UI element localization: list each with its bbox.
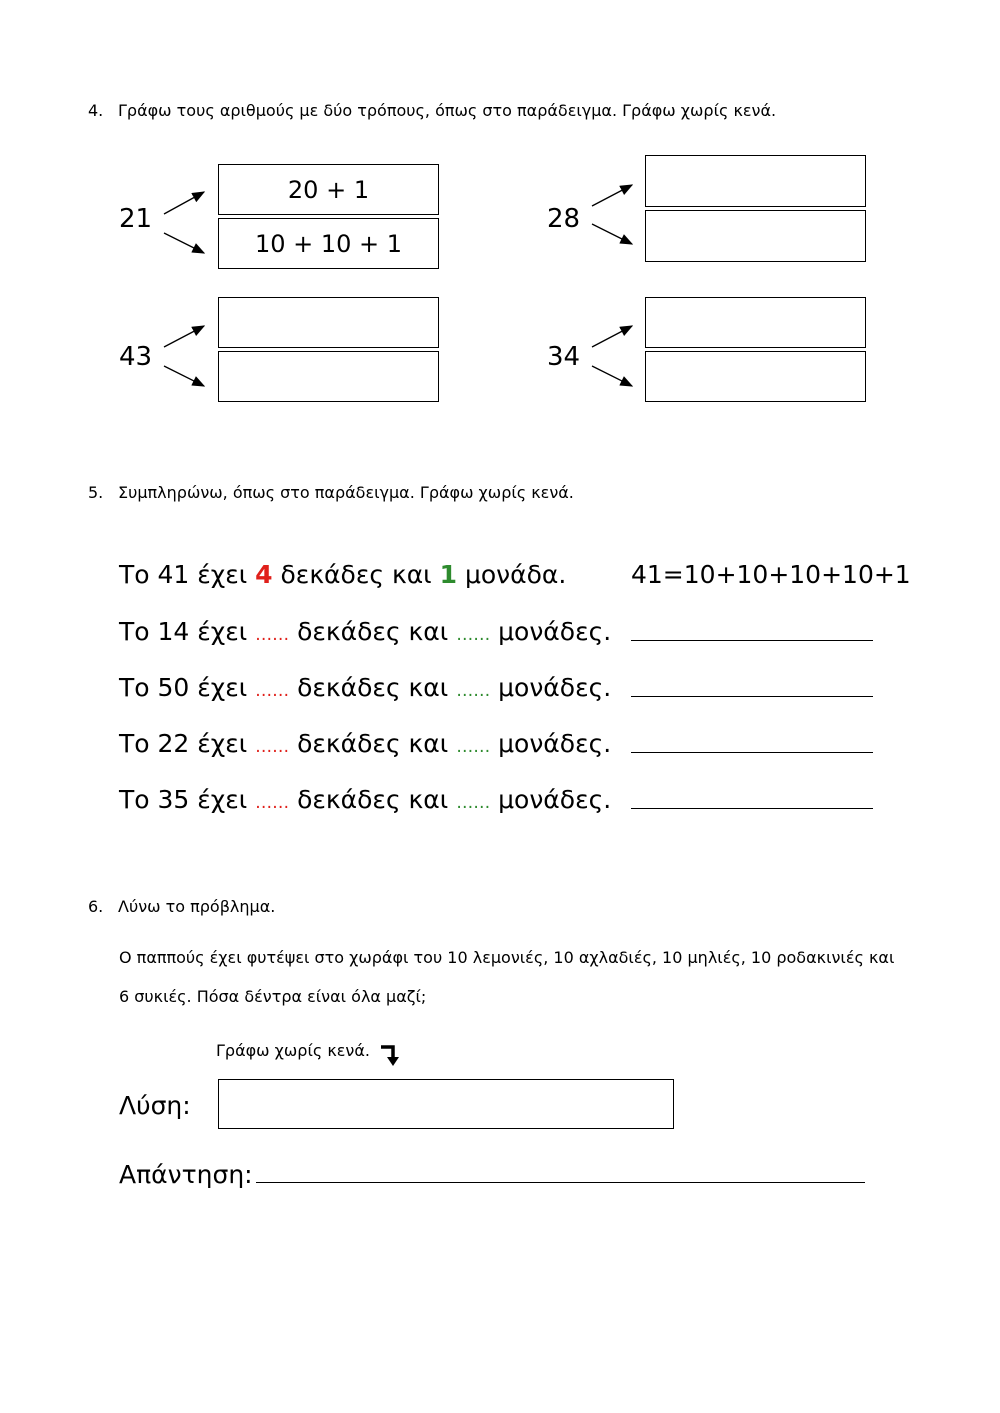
- q5-row-prefix: Το 22 έχει: [119, 729, 248, 758]
- q5-example-middle: δεκάδες και: [280, 560, 432, 589]
- q5-row-units-blank[interactable]: ……: [456, 681, 491, 701]
- q5-row: [119, 617, 611, 646]
- q5-example-units: 1: [439, 560, 457, 589]
- q5-row: [119, 729, 611, 758]
- q6-title-text: Λύνω το πρόβλημα.: [118, 897, 276, 916]
- q5-row-tens-blank[interactable]: ……: [255, 793, 290, 813]
- q4-box-43-bottom[interactable]: [218, 351, 439, 402]
- q5-row-answer-line[interactable]: [631, 808, 873, 809]
- q6-answer-label: Απάντηση:: [119, 1160, 253, 1189]
- q4-arrows-43: [160, 320, 210, 390]
- q6-problem-line2: 6 συκιές. Πόσα δέντρα είναι όλα μαζί;: [119, 987, 427, 1006]
- q5-row: [119, 673, 611, 702]
- q5-row-answer-line[interactable]: [631, 696, 873, 697]
- q4-title-text: Γράφω τους αριθμούς με δύο τρόπους, όπως στο παράδειγμα. Γράφω χωρίς κενά.: [118, 101, 777, 120]
- q5-row-prefix: Το 35 έχει: [119, 785, 248, 814]
- q5-row-middle: δεκάδες και: [297, 785, 449, 814]
- q5-row-units-blank[interactable]: ……: [456, 793, 491, 813]
- q5-row-suffix: μονάδες.: [498, 785, 612, 814]
- q4-number-34: 34: [547, 342, 581, 372]
- turn-down-arrow-icon: [380, 1043, 404, 1069]
- q5-row: [119, 785, 611, 814]
- q4-number-28: 28: [547, 204, 581, 234]
- q5-number: 5.: [88, 483, 104, 502]
- q5-row-middle: δεκάδες και: [297, 729, 449, 758]
- q5-row-prefix: Το 50 έχει: [119, 673, 248, 702]
- q4-box-28-top[interactable]: [645, 155, 866, 207]
- q5-row-suffix: μονάδες.: [498, 673, 612, 702]
- q5-example-suffix: μονάδα.: [464, 560, 567, 589]
- q5-row-suffix: μονάδες.: [498, 729, 612, 758]
- q4-number-43: 43: [119, 342, 153, 372]
- q5-example-row: [119, 560, 566, 589]
- q5-row-answer-line[interactable]: [631, 640, 873, 641]
- q6-title: [88, 897, 275, 916]
- q4-title: [88, 101, 776, 120]
- q6-hint: Γράφω χωρίς κενά.: [216, 1041, 370, 1060]
- q5-example-prefix: Το 41 έχει: [119, 560, 248, 589]
- q4-arrows-21: [160, 185, 210, 255]
- q5-title: [88, 483, 574, 502]
- q6-answer-line[interactable]: [256, 1182, 865, 1183]
- q4-box-34-top[interactable]: [645, 297, 866, 348]
- q5-row-prefix: Το 14 έχει: [119, 617, 248, 646]
- q5-row-units-blank[interactable]: ……: [456, 737, 491, 757]
- q5-row-suffix: μονάδες.: [498, 617, 612, 646]
- q4-box-21-bottom: 10 + 10 + 1: [218, 218, 439, 269]
- q4-arrows-34: [588, 320, 638, 390]
- q5-title-text: Συμπληρώνω, όπως στο παράδειγμα. Γράφω χωρίς κενά.: [118, 483, 574, 502]
- q4-arrows-28: [588, 178, 638, 248]
- q6-problem-line1: Ο παππούς έχει φυτέψει στο χωράφι του 10 λεμονιές, 10 αχλαδιές, 10 μηλιές, 10 ροδακινιές και: [119, 948, 895, 967]
- q5-row-tens-blank[interactable]: ……: [255, 681, 290, 701]
- q5-row-units-blank[interactable]: ……: [456, 625, 491, 645]
- q4-box-21-top: 20 + 1: [218, 164, 439, 215]
- q5-row-answer-line[interactable]: [631, 752, 873, 753]
- q5-example-answer: 41=10+10+10+10+1: [631, 560, 911, 589]
- q4-box-34-bottom[interactable]: [645, 351, 866, 402]
- q6-solution-input[interactable]: [218, 1079, 674, 1129]
- q5-row-tens-blank[interactable]: ……: [255, 737, 290, 757]
- q4-number: 4.: [88, 101, 104, 120]
- q5-example-tens: 4: [255, 560, 273, 589]
- q4-number-21: 21: [119, 204, 153, 234]
- q6-solution-label: Λύση:: [119, 1091, 191, 1120]
- q5-row-middle: δεκάδες και: [297, 673, 449, 702]
- q4-box-28-bottom[interactable]: [645, 210, 866, 262]
- q5-row-middle: δεκάδες και: [297, 617, 449, 646]
- q6-number: 6.: [88, 897, 104, 916]
- q4-box-43-top[interactable]: [218, 297, 439, 348]
- q5-row-tens-blank[interactable]: ……: [255, 625, 290, 645]
